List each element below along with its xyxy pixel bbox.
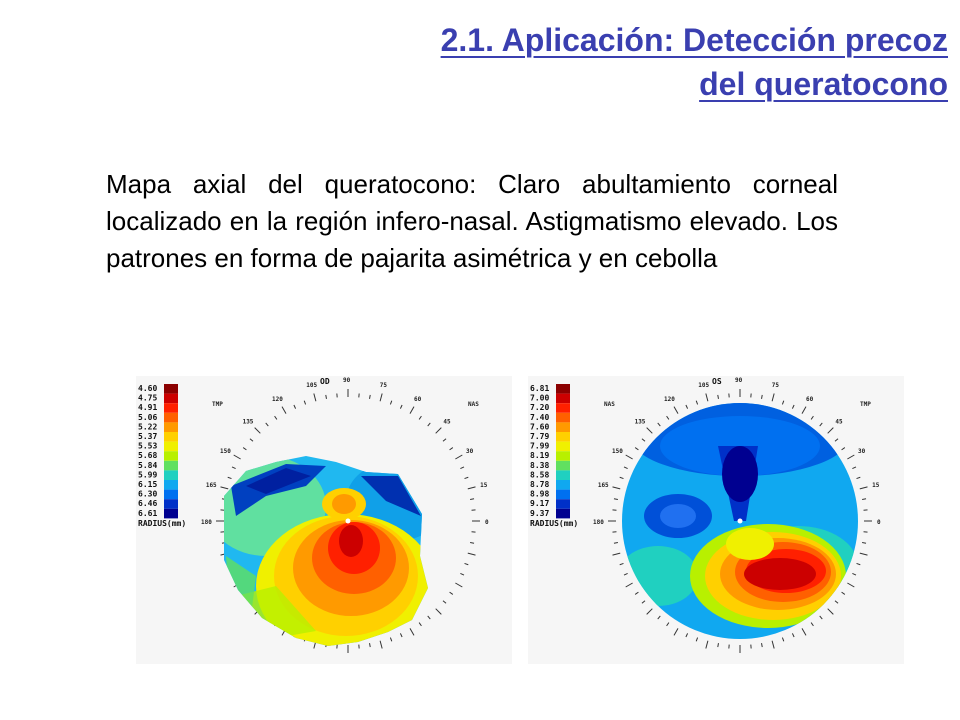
- os-ring-tick: [857, 563, 861, 564]
- od-scale-label: 4.60: [138, 384, 158, 393]
- os-ring-tick: [620, 563, 624, 564]
- os-ring-tick: [820, 423, 823, 426]
- eye-label-od: OD: [320, 377, 330, 386]
- os-ring-tick: [852, 573, 856, 575]
- os-scale-swatch: [556, 422, 570, 432]
- od-ring-tick: [326, 395, 327, 399]
- os-scale-label: 8.38: [530, 460, 550, 470]
- os-angle-label: 105: [698, 381, 710, 389]
- od-scale-label: 6.15: [138, 480, 158, 489]
- os-ring-tick: [706, 393, 708, 401]
- od-angle-label: 75: [379, 381, 387, 389]
- os-ring-tick: [718, 643, 719, 647]
- os-angle-label: 75: [771, 381, 779, 389]
- os-scale-label: 7.00: [530, 393, 550, 403]
- os-scale-swatch: [556, 461, 570, 471]
- od-ring-tick: [428, 423, 431, 426]
- od-scale-label: 6.61: [138, 508, 158, 518]
- os-ring-tick: [842, 592, 845, 594]
- unit-label-os: RADIUS(mm): [530, 519, 579, 528]
- od-ring-tick: [419, 623, 421, 626]
- os-ring-tick: [674, 628, 678, 635]
- od-ring-tick: [304, 401, 305, 405]
- tmp-label-od: TMP: [212, 401, 223, 408]
- od-ring-tick: [419, 416, 421, 419]
- os-scale-swatch: [556, 403, 570, 413]
- map-od: [136, 376, 512, 664]
- od-ring-tick: [468, 553, 476, 555]
- os-ring-tick: [624, 467, 628, 469]
- os-ring-tick: [762, 395, 763, 399]
- od-ring-tick: [410, 407, 414, 414]
- od-scale-swatch: [164, 470, 178, 480]
- os-ring-tick: [860, 553, 868, 555]
- od-scale-label: 5.53: [138, 441, 158, 451]
- od-angle-label: 150: [220, 448, 231, 455]
- os-scale-swatch: [556, 384, 570, 394]
- map-os-panel: [528, 376, 904, 664]
- od-ring-tick: [275, 416, 277, 419]
- os-ring-tick: [782, 638, 783, 642]
- os-angle-label: 165: [597, 482, 609, 490]
- os-scale-swatch: [556, 442, 570, 452]
- os-ring-tick: [612, 553, 620, 555]
- od-scale-label: 4.91: [138, 403, 158, 413]
- od-ring-tick: [468, 487, 476, 489]
- os-scale-label: 8.58: [530, 470, 550, 480]
- od-ring-tick: [436, 609, 442, 615]
- od-scale-label: 5.37: [138, 432, 158, 441]
- title-line-1: 2.1. Aplicación: Detección precoz: [440, 22, 948, 58]
- os-ring-tick: [624, 573, 628, 575]
- od-ring-tick: [460, 467, 464, 469]
- os-ring-tick: [835, 439, 838, 442]
- od-ring-tick: [443, 439, 446, 442]
- os-ring-tick: [835, 601, 838, 604]
- od-ring-tick: [370, 643, 371, 647]
- od-ring-tick: [390, 638, 391, 642]
- od-ring-tick: [428, 616, 431, 619]
- os-ring-tick: [772, 641, 774, 649]
- os-ring-tick: [642, 439, 645, 442]
- od-angle-label: 165: [205, 482, 217, 490]
- od-ring-tick: [250, 439, 253, 442]
- od-scale-swatch: [164, 422, 178, 432]
- os-ring-tick: [667, 623, 669, 626]
- os-ring-tick: [658, 616, 661, 619]
- od-ring-tick: [266, 423, 269, 426]
- od-scale-swatch: [164, 509, 178, 519]
- os-angle-label: 180: [593, 519, 604, 526]
- os-ring-tick: [614, 543, 618, 544]
- od-angle-label: 15: [480, 482, 488, 490]
- os-scale-swatch: [556, 490, 570, 500]
- os-scale-label: 8.98: [530, 489, 550, 499]
- os-scale-label: 7.79: [530, 432, 550, 441]
- od-ring-tick: [450, 448, 453, 450]
- od-ring-tick: [455, 583, 462, 587]
- os-ring-tick: [658, 423, 661, 426]
- os-ring-tick: [686, 405, 688, 409]
- od-ring-tick: [470, 499, 474, 500]
- os-ring-tick: [614, 499, 618, 500]
- os-ring-tick: [626, 455, 633, 459]
- topography-os: [608, 396, 878, 656]
- os-scale-label: 8.78: [530, 480, 550, 489]
- os-ring-tick: [862, 543, 866, 544]
- os-angle-label: 60: [806, 396, 814, 404]
- unit-label-od: RADIUS(mm): [138, 519, 187, 528]
- os-ring-tick: [647, 428, 653, 434]
- os-ring-tick: [696, 638, 697, 642]
- od-angle-label: 0: [485, 519, 489, 526]
- od-scale-swatch: [164, 442, 178, 452]
- od-angle-label: 30: [465, 448, 474, 455]
- od-scale-swatch: [164, 499, 178, 509]
- os-ring-tick: [612, 487, 620, 489]
- od-angle-label: 180: [201, 519, 212, 526]
- od-ring-tick: [228, 477, 232, 478]
- od-ring-tick: [234, 455, 241, 459]
- os-scale-label: 8.19: [530, 451, 550, 461]
- od-ring-tick: [465, 563, 469, 564]
- tmp-label-os: TMP: [860, 401, 871, 408]
- os-scale-swatch: [556, 394, 570, 404]
- od-ring-tick: [390, 401, 391, 405]
- topography-od: [206, 456, 446, 658]
- od-ring-tick: [436, 428, 442, 434]
- os-ring-tick: [620, 477, 624, 478]
- od-angle-label: 60: [414, 396, 422, 404]
- os-ring-tick: [642, 601, 645, 604]
- os-ring-tick: [706, 641, 708, 649]
- od-angle-label: 90: [343, 377, 351, 384]
- os-ring-tick: [647, 609, 653, 615]
- os-ring-tick: [852, 467, 856, 469]
- os-angle-label: 135: [634, 418, 646, 426]
- color-scale-os: [530, 384, 570, 518]
- os-ring-tick: [828, 428, 834, 434]
- od-ring-tick: [460, 573, 464, 575]
- os-angle-label: 30: [857, 448, 866, 455]
- color-scale-od: [138, 384, 178, 518]
- od-scale-label: 5.22: [138, 422, 158, 432]
- od-scale-label: 4.75: [138, 393, 158, 403]
- os-ring-tick: [762, 643, 763, 647]
- os-ring-tick: [667, 416, 669, 419]
- os-ring-tick: [842, 448, 845, 450]
- od-scale-swatch: [164, 394, 178, 404]
- od-scale-swatch: [164, 413, 178, 423]
- os-scale-swatch: [556, 509, 570, 519]
- os-ring-tick: [811, 623, 813, 626]
- os-scale-swatch: [556, 480, 570, 490]
- os-angle-label: 90: [735, 377, 743, 384]
- os-ring-tick: [626, 583, 633, 587]
- os-angle-label: 15: [872, 482, 880, 490]
- os-ring-tick: [847, 455, 854, 459]
- od-scale-swatch: [164, 403, 178, 413]
- os-scale-label: 6.81: [530, 384, 550, 393]
- os-ring-tick: [792, 405, 794, 409]
- os-scale-label: 7.40: [530, 412, 550, 422]
- os-scale-swatch: [556, 470, 570, 480]
- od-scale-swatch: [164, 384, 178, 394]
- os-ring-tick: [686, 633, 688, 637]
- od-scale-swatch: [164, 480, 178, 490]
- slide-title: [224, 18, 948, 106]
- nas-label-os: NAS: [604, 401, 615, 408]
- od-ring-tick: [380, 641, 382, 649]
- center-mark-od: [346, 519, 351, 524]
- os-ring-tick: [802, 628, 806, 635]
- os-ring-tick: [772, 393, 774, 401]
- od-ring-tick: [450, 592, 453, 594]
- od-ring-tick: [465, 477, 469, 478]
- od-angle-label: 45: [443, 418, 451, 426]
- os-scale-label: 9.17: [530, 499, 550, 509]
- od-ring-tick: [443, 601, 446, 604]
- os-ring-tick: [811, 416, 813, 419]
- od-ring-tick: [400, 633, 402, 637]
- od-scale-label: 5.99: [138, 470, 158, 480]
- os-scale-swatch: [556, 499, 570, 509]
- od-ring-tick: [232, 467, 236, 469]
- od-scale-label: 6.46: [138, 499, 158, 509]
- title-line-2: del queratocono: [699, 66, 948, 102]
- os-ring-tick: [782, 401, 783, 405]
- os-ring-tick: [828, 609, 834, 615]
- eye-label-os: OS: [712, 377, 722, 386]
- od-scale-swatch: [164, 461, 178, 471]
- od-scale-label: 6.30: [138, 489, 158, 499]
- os-ring-tick: [674, 407, 678, 414]
- od-ring-tick: [282, 407, 286, 414]
- map-od-panel: [136, 376, 512, 664]
- od-ring-tick: [410, 628, 414, 635]
- od-scale-label: 5.68: [138, 451, 158, 461]
- os-ring-tick: [792, 633, 794, 637]
- os-scale-swatch: [556, 413, 570, 423]
- os-ring-tick: [718, 395, 719, 399]
- os-scale-label: 7.20: [530, 403, 550, 413]
- os-angle-label: 45: [835, 418, 843, 426]
- od-scale-swatch: [164, 432, 178, 442]
- nas-label-od: NAS: [468, 401, 479, 408]
- description-text: Mapa axial del queratocono: Claro abultamiento corneal localizado en la región infero-nasal. Astigmatismo elevado. Los patrones en forma de pajarita asimétrica y en cebolla: [106, 169, 838, 273]
- os-scale-swatch: [556, 451, 570, 461]
- od-angle-label: 120: [272, 396, 283, 404]
- os-angle-label: 120: [664, 396, 675, 404]
- os-ring-tick: [820, 616, 823, 619]
- os-ring-tick: [847, 583, 854, 587]
- os-ring-tick: [802, 407, 806, 414]
- center-mark-os: [738, 519, 743, 524]
- od-ring-tick: [220, 487, 228, 489]
- os-ring-tick: [635, 592, 638, 594]
- od-ring-tick: [294, 405, 296, 409]
- od-ring-tick: [380, 393, 382, 401]
- od-ring-tick: [400, 405, 402, 409]
- od-angle-label: 135: [242, 418, 254, 426]
- map-os: [528, 376, 904, 664]
- od-ring-tick: [370, 395, 371, 399]
- os-scale-swatch: [556, 432, 570, 442]
- od-ring-tick: [470, 543, 474, 544]
- os-ring-tick: [860, 487, 868, 489]
- od-scale-label: 5.06: [138, 412, 158, 422]
- od-ring-tick: [314, 393, 316, 401]
- od-ring-tick: [243, 448, 246, 450]
- od-ring-tick: [255, 428, 261, 434]
- os-ring-tick: [862, 499, 866, 500]
- os-ring-tick: [635, 448, 638, 450]
- od-ring-tick: [455, 455, 462, 459]
- od-scale-label: 5.84: [138, 460, 158, 470]
- od-scale-swatch: [164, 490, 178, 500]
- os-ring-tick: [696, 401, 697, 405]
- os-ring-tick: [857, 477, 861, 478]
- os-angle-label: 150: [612, 448, 623, 455]
- os-scale-label: 7.99: [530, 441, 550, 451]
- os-angle-label: 0: [877, 519, 881, 526]
- os-scale-label: 9.37: [530, 508, 550, 518]
- od-scale-swatch: [164, 451, 178, 461]
- os-scale-label: 7.60: [530, 422, 550, 432]
- od-angle-label: 105: [306, 381, 318, 389]
